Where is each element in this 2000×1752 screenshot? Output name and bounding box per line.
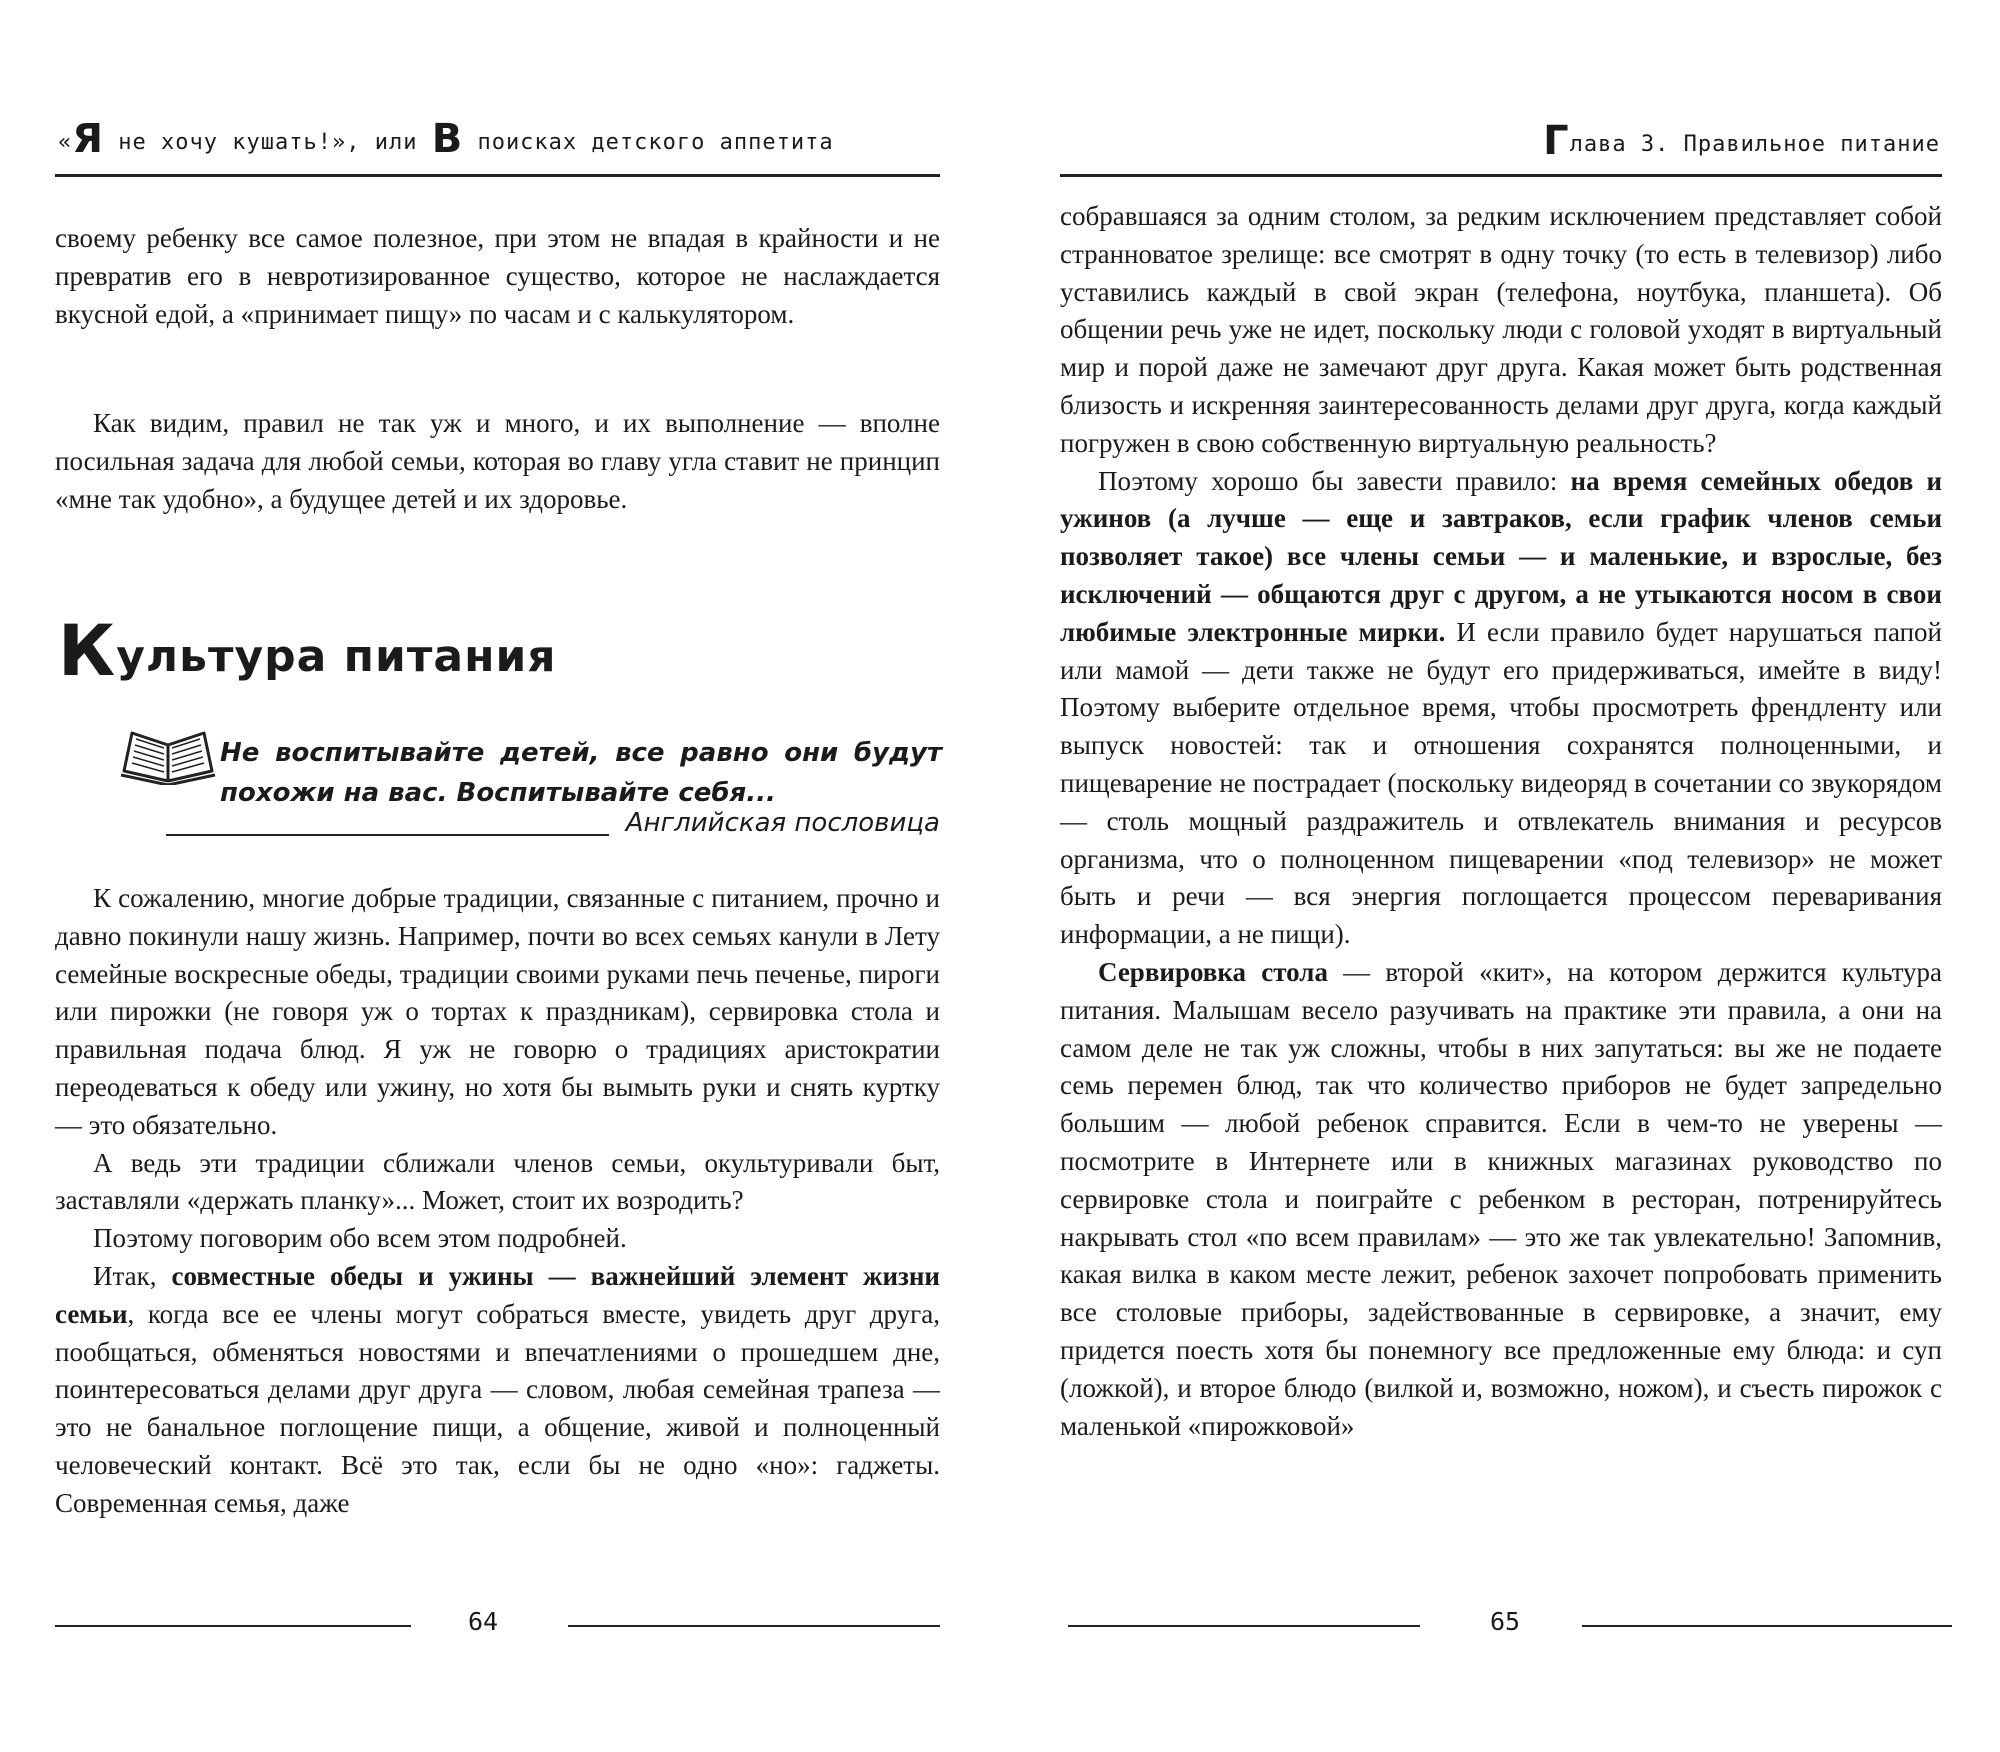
running-head-cap: Г <box>1543 118 1570 164</box>
running-head-text-2: поисках детского аппетита <box>463 130 834 155</box>
paragraph <box>1060 463 1942 954</box>
footer-rule-right <box>1582 1625 1952 1627</box>
paragraph: собравшаяся за одним столом, за редким исключением представляет собой странноватое зрелище: все смотрят в одну точку (то есть в телевизор) либо уставились каждый в свой экран (телефона, ноутбука, планшета). Об общении речь уже не идет, поскольку люди с головой уходят в виртуальный мир и порой даже не замечают друг друга. Какая может быть родственная близость и искренняя заинтересованность делами друг друга, когда каждый погружен в свою собственную виртуальную реальность? <box>1060 201 1942 458</box>
text-run: И если правило будет нарушаться папой или мамой — дети также не будут его придерживаться, имейте в виду! Поэтому выберите отдельное время, чтобы просмотреть френдленту или выпуск новостей: так и отношения сохранятся полноценными, и пищеварение не пострадает (поскольку видеоряд в сочетании со звукорядом — столь мощный раздражитель и отвлекатель внимания и ресурсов организма, что о полноценном пищеварении «под телевизор» не может быть и речи — вся энергия поглощается процессом переваривания информации, а не пищи). <box>1060 616 1942 950</box>
running-head-cap-2: В <box>431 116 464 162</box>
paragraph: А ведь эти традиции сближали членов семьи, окультуривали быт, заставляли «держать планку»... Может, стоит их возродить? <box>55 1147 940 1216</box>
running-head-left <box>58 116 834 162</box>
running-head-right <box>1543 118 1940 164</box>
paragraph: своему ребенку все самое полезное, при этом не впадая в крайности и не превратив его в невротизированное существо, которое не наслаждается вкусной едой, а «принимает пищу» по часам и с калькулятором. <box>55 223 940 329</box>
bold-run: совместные обеды и ужины — важнейший элемент жизни семьи <box>55 1260 940 1329</box>
text-run: Итак, <box>93 1260 172 1291</box>
body-main <box>55 880 940 1523</box>
open-book-icon <box>118 715 218 790</box>
running-head-cap-1: Я <box>72 116 105 162</box>
page-number: 64 <box>468 1607 499 1636</box>
epigraph-rule <box>166 834 609 836</box>
paragraph <box>55 1258 940 1523</box>
epigraph-author: Английская пословица <box>625 808 940 838</box>
heading-drop-cap: К <box>58 610 117 692</box>
text-run: Поэтому хорошо бы завести правило: <box>1098 465 1571 496</box>
text-run: , когда все ее члены могут собраться вместе, увидеть друг друга, пообщаться, обменяться новостями и впечатлениями о прошедшем дне, поинтересоваться делами друг друга — словом, любая семейная трапеза — это не банальное поглощение пищи, а общение, живой и полноценный человеческий контакт. Всё это так, если бы не одно «но»: гаджеты. Современная семья, даже <box>55 1298 940 1518</box>
footer-rule-right <box>568 1625 940 1627</box>
body-main <box>1060 198 1942 1445</box>
paragraph <box>1060 954 1942 1445</box>
paragraph: Как видим, правил не так уж и много, и их выполнение — вполне посильная задача для любой семьи, которая во главу угла ставит не принцип «мне так удобно», а будущее детей и их здоровье. <box>55 408 940 514</box>
running-head-quote: « <box>58 130 73 155</box>
footer-rule-left <box>1068 1625 1420 1627</box>
running-head-text-1: не хочу кушать!», или <box>104 130 432 155</box>
right-page <box>1000 0 2000 1752</box>
epigraph-quote: Не воспитывайте детей, все равно они будут похожи на вас. Воспитывайте себя... <box>220 738 942 808</box>
text-run: — второй «кит», на котором держится культура питания. Малышам весело разучивать на практике эти правила, а они на самом деле не так уж сложны, чтобы в них запутаться: вы же не подаете семь перемен блюд, так что количество приборов не будет запредельно большим — любой ребенок справится. Если в чем-то не уверены — посмотрите в Интернете или в книжных магазинах руководство по сервировке стола и поиграйте с ребенком в ресторан, потренируйтесь накрывать стол «по всем правилам» — это же так увлекательно! Запомнив, какая вилка в каком месте лежит, ребенок захочет попробовать применить все столовые приборы, задействованные в сервировке, а значит, ему придется поесть хотя бы понемногу все предложенные ему блюда: и суп (ложкой), и второе блюдо (вилкой и, возможно, ножом), и съесть пирожок с маленькой «пирожковой» <box>1060 956 1942 1441</box>
running-head-text: лава 3. Правильное питание <box>1569 132 1940 157</box>
paragraph: К сожалению, многие добрые традиции, связанные с питанием, прочно и давно покинули нашу жизнь. Например, почти во всех семьях канули в Лету семейные воскресные обеды, традиции своими руками печь печенье, пироги или пирожки (не говоря уж о тортах к праздникам), сервировка стола и правильная подача блюд. Я уж не говорю о традициях аристократии переодеваться к обеду или ужину, но хотя бы вымыть руки и снять куртку — это обязательно. <box>55 883 940 1140</box>
heading-text: ультура питания <box>116 631 557 682</box>
header-rule <box>1060 174 1942 177</box>
bold-run: Сервировка стола <box>1098 956 1328 987</box>
page-number: 65 <box>1490 1607 1521 1636</box>
section-heading <box>58 610 557 692</box>
header-rule <box>55 174 940 177</box>
body-top <box>55 220 940 333</box>
paragraph: Поэтому поговорим обо всем этом подробней. <box>93 1223 627 1254</box>
bold-run: на время семейных обедов и ужинов (а лучше — еще и завтраков, если график членов семьи позволяет такое) все члены семьи — и маленькие, и взрослые, без исключений — общаются друг с другом, а не утыкаются носом в свои любимые электронные мирки. <box>1060 465 1942 647</box>
body-conclusion <box>55 405 940 518</box>
footer-rule-left <box>55 1625 411 1627</box>
